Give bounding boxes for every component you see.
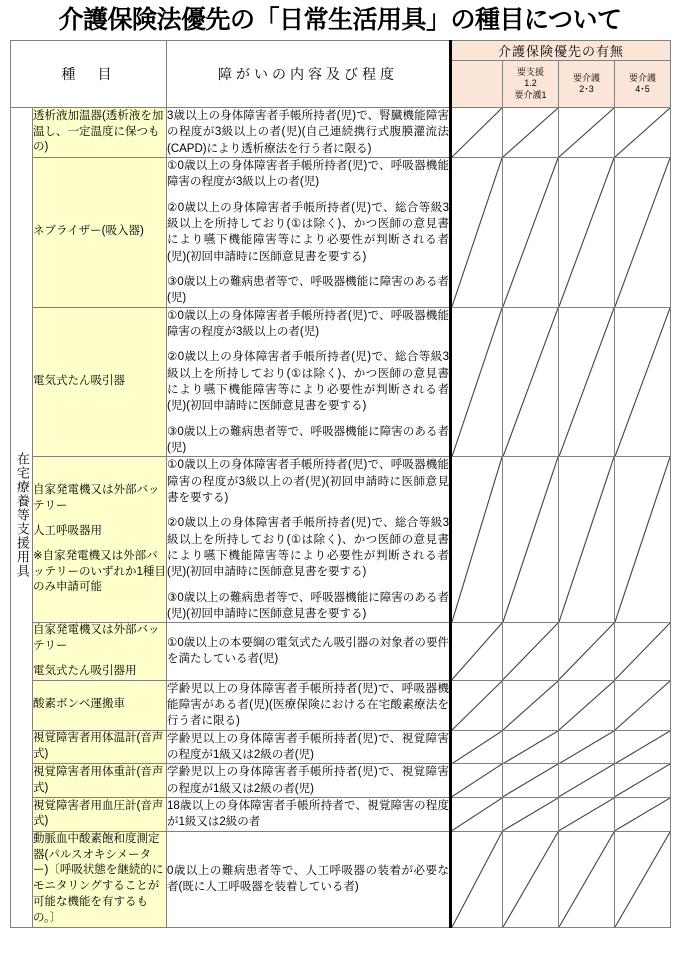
description-cell [167,307,451,457]
description-paragraph: ①0歳以上の身体障害者手帳所持者(児)で、呼吸器機能障害の程度が3級以上の者(児)(初回申請時に医師意見書を要する) [167,459,449,504]
description-paragraph: 0歳以上の難病患者等で、人工呼吸器の装着が必要な者(既に人工呼吸器を装着している者) [167,864,449,894]
insurance-cell-not-applicable [615,730,671,764]
insurance-cell-not-applicable [503,764,559,798]
header-level-1-line3: 要介護1 [514,89,547,100]
description-paragraph: ①0歳以上の身体障害者手帳所持者(児)で、呼吸器機能障害の程度が3級以上の者(児) [167,309,449,338]
header-insurance-group: 介護保険優先の有無 [451,41,671,61]
header-level-1-line1: 要支援 [516,67,544,78]
description-paragraph: ③0歳以上の難病患者等で、呼吸器機能に障害のある者(児) [167,275,449,305]
header-level-2-line1: 要介護 [572,72,600,83]
description-paragraph: 18歳以上の身体障害者手帳所持者で、視覚障害の程度が1級又は2級の者 [167,800,449,829]
item-name-main: 視覚障害者用体温計(音声式) [33,732,164,761]
header-blank-column [451,61,503,108]
insurance-cell-not-applicable [451,108,503,158]
insurance-cell-not-applicable [451,798,503,832]
insurance-cell-not-applicable [503,730,559,764]
item-name-main: 動脈血中酸素飽和度測定器(パルスオキシメーター)〔呼吸状態を継続的にモニタリングすることが可能な機能を有するもの。〕 [33,832,164,925]
table-row [11,680,671,730]
insurance-cell-not-applicable [451,307,503,457]
item-name-note: ※自家発電機又は外部バッテリーのいずれか1種目のみ申請可能 [33,549,166,594]
insurance-cell-not-applicable [503,457,559,623]
insurance-cell-not-applicable [559,457,615,623]
description-cell [167,730,451,764]
insurance-cell-not-applicable [503,157,559,307]
category-cell-home-care [11,108,33,928]
item-name-main: 酸素ボンベ運搬車 [33,698,125,711]
insurance-cell-not-applicable [615,831,671,927]
header-item: 種 目 [11,41,167,108]
item-name-main: 透析液加温器(透析液を加温し、一定温度に保つもの) [33,109,164,154]
table-row [11,307,671,457]
table-header [11,41,671,108]
insurance-cell-not-applicable [451,831,503,927]
item-name-main: 電気式たん吸引器 [33,374,125,387]
item-name-main: 視覚障害者用血圧計(音声式) [33,799,164,828]
insurance-cell-not-applicable [559,108,615,158]
header-level-2 [559,61,615,108]
item-name-cell [33,764,167,798]
item-name-cell [33,831,167,927]
eligibility-table [10,40,671,928]
table-body [11,108,671,928]
item-name-sub: 人工呼吸器用 [33,524,102,537]
header-row-group [11,41,671,61]
insurance-cell-not-applicable [615,798,671,832]
item-name-cell [33,623,167,681]
description-paragraph: ①0歳以上の本要綱の電気式たん吸引器の対象者の要件を満たしている者(児) [167,637,449,666]
insurance-cell-not-applicable [503,623,559,681]
insurance-cell-not-applicable [559,157,615,307]
insurance-cell-not-applicable [451,623,503,681]
insurance-cell-not-applicable [503,680,559,730]
insurance-cell-not-applicable [451,457,503,623]
insurance-cell-not-applicable [615,307,671,457]
item-name-cell [33,108,167,158]
table-row [11,157,671,307]
insurance-cell-not-applicable [615,623,671,681]
description-cell [167,764,451,798]
item-name-sub: 電気式たん吸引器用 [33,664,137,677]
insurance-cell-not-applicable [559,307,615,457]
insurance-cell-not-applicable [503,831,559,927]
description-paragraph: 学齢児以上の身体障害者手帳所持者(児)で、呼吸器機能障害がある者(児)(医療保険における在宅酸素療法を行う者に限る) [167,682,449,728]
description-paragraph: ②0歳以上の身体障害者手帳所持者(児)で、総合等級3級以上を所持しており(①は除く)、かつ医師の意見書により嚥下機能障害等により必要性が判断される者(児)(初回申請時に医師意見書を要する) [167,351,449,413]
insurance-cell-not-applicable [615,108,671,158]
item-name-cell [33,730,167,764]
description-paragraph: ③0歳以上の難病患者等で、呼吸器機能に障害のある者(児) [167,425,449,454]
insurance-cell-not-applicable [559,764,615,798]
insurance-cell-not-applicable [451,764,503,798]
table-row [11,798,671,832]
description-paragraph: 3歳以上の身体障害者手帳所持者(児)で、腎臓機能障害の程度が3級以上の者(児)(自己連続携行式腹膜灌流法(CAPD)により透析療法を行う者に限る) [167,110,449,155]
table-row [11,764,671,798]
page-title: 介護保険法優先の「日常生活用具」の種目について [58,6,622,34]
item-name-cell [33,307,167,457]
insurance-cell-not-applicable [559,831,615,927]
header-level-3 [615,61,671,108]
insurance-cell-not-applicable [615,680,671,730]
insurance-cell-not-applicable [503,307,559,457]
table-row [11,457,671,623]
insurance-cell-not-applicable [559,730,615,764]
insurance-cell-not-applicable [451,680,503,730]
description-cell [167,623,451,681]
header-description: 障がいの内容及び程度 [167,41,451,108]
table-row [11,623,671,681]
table-row [11,730,671,764]
insurance-cell-not-applicable [615,457,671,623]
table-row [11,831,671,927]
insurance-cell-not-applicable [559,798,615,832]
insurance-cell-not-applicable [503,108,559,158]
description-cell [167,680,451,730]
description-paragraph: ②0歳以上の身体障害者手帳所持者(児)で、総合等級3級以上を所持しており(①は除く)、かつ医師の意見書により嚥下機能障害等により必要性が判断される者(児)(初回申請時に医師意見書を要する) [167,201,449,263]
insurance-cell-not-applicable [615,764,671,798]
table-row [11,108,671,158]
item-name-main: 自家発電機又は外部バッテリー [33,624,160,653]
description-cell [167,157,451,307]
description-paragraph: 学齢児以上の身体障害者手帳所持者(児)で、視覚障害の程度が1級又は2級の者(児) [167,766,449,795]
insurance-cell-not-applicable [559,623,615,681]
item-name-main: ネブライザー(吸入器) [33,225,144,238]
insurance-cell-not-applicable [503,798,559,832]
header-level-3-line1: 要介護 [629,72,657,83]
insurance-cell-not-applicable [451,157,503,307]
header-level-1 [503,61,559,108]
item-name-cell [33,457,167,623]
description-cell [167,831,451,927]
description-cell [167,457,451,623]
insurance-cell-not-applicable [451,730,503,764]
description-cell [167,798,451,832]
category-label: 在宅療養等支援用具 [14,451,30,578]
insurance-cell-not-applicable [615,157,671,307]
item-name-cell [33,157,167,307]
description-paragraph: ②0歳以上の身体障害者手帳所持者(児)で、総合等級3級以上を所持しており(①は除く)、かつ医師の意見書により嚥下機能障害等により必要性が判断される者(児)(初回申請時に医師意見書を要する) [167,517,449,579]
description-paragraph: ③0歳以上の難病患者等で、呼吸器機能に障害のある者(児)(初回申請時に医師意見書を要する) [167,591,449,620]
insurance-cell-not-applicable [559,680,615,730]
item-name-main: 視覚障害者用体重計(音声式) [33,765,164,794]
item-name-main: 自家発電機又は外部バッテリー [33,484,160,512]
header-level-3-line2: 4･5 [635,84,650,94]
item-name-cell [33,798,167,832]
description-cell [167,108,451,158]
item-name-cell [33,680,167,730]
header-level-1-line2: 1.2 [524,78,537,89]
header-level-2-line2: 2･3 [579,84,594,94]
description-paragraph: 学齢児以上の身体障害者手帳所持者(児)で、視覚障害の程度が1級又は2級の者(児) [167,732,449,762]
description-paragraph: ①0歳以上の身体障害者手帳所持者(児)で、呼吸器機能障害の程度が3級以上の者(児) [167,159,449,189]
